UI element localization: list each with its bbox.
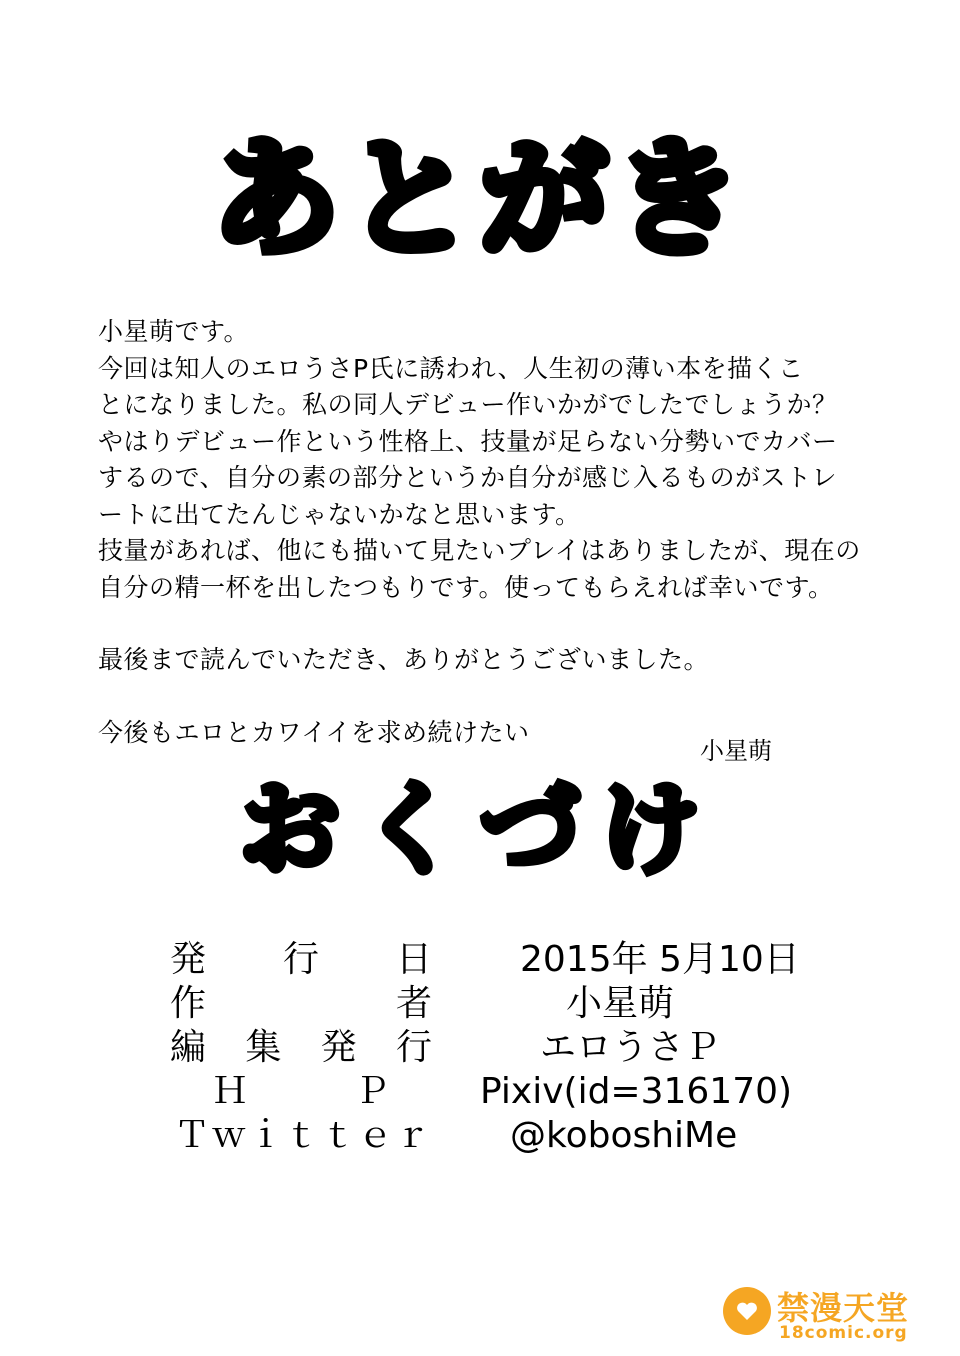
thanks-line: 最後まで読んでいただき、ありがとうございました。	[98, 645, 710, 674]
colophon-row-twitter	[170, 1114, 870, 1158]
closing-line: 今後もエロとカワイイを求め続けたい	[98, 717, 530, 747]
watermark-logo[interactable]	[705, 1275, 930, 1350]
afterword-line: 自分の精一杯を出したつもりです。使ってもらえれば幸いです。	[98, 572, 834, 602]
afterword-title: あとがき	[211, 125, 748, 274]
homepage-label: Ｈ Ｐ	[212, 1071, 390, 1112]
publisher-value: エロうさＰ	[540, 1027, 721, 1068]
afterword-body	[98, 314, 918, 751]
colophon-title: おくづけ	[240, 771, 720, 888]
publisher-label: 編 集 発 行	[170, 1027, 432, 1068]
issue-date-value: 2015年 5月10日	[520, 939, 800, 980]
twitter-value[interactable]: @koboshiMe	[510, 1115, 738, 1156]
author-label: 作 者	[170, 983, 432, 1024]
afterword-line: 今回は知人のエロうさP氏に誘われ、人生初の薄い本を描くこ	[98, 353, 804, 383]
afterword-line: とになりました。私の同人デビュー作いかがでしたでしょうか？	[98, 390, 838, 419]
colophon-row-homepage	[170, 1070, 870, 1114]
colophon-table	[170, 938, 870, 1158]
afterword-line: 技量があれば、他にも描いて見たいプレイはありましたが、現在の	[98, 536, 861, 565]
watermark-name: 禁漫天堂	[777, 1289, 910, 1327]
afterword-line: やはりデビュー作という性格上、技量が足らない分勢いでカバー	[98, 426, 838, 456]
homepage-value[interactable]: Pixiv(id=316170)	[480, 1071, 793, 1112]
twitter-label: Ｔ ｗ ｉ ｔ ｔ ｅ ｒ	[174, 1115, 430, 1156]
author-value: 小星萌	[566, 983, 675, 1024]
colophon-row-issue-date	[170, 938, 870, 982]
afterword-line: 小星萌です。	[98, 317, 250, 346]
watermark-url: 18comic.org	[779, 1323, 908, 1343]
colophon-row-author	[170, 982, 870, 1026]
afterword-line: ートに出てたんじゃないかなと思います。	[98, 499, 581, 529]
afterword-line: するので、自分の素の部分というか自分が感じ入るものがストレ	[98, 463, 838, 492]
issue-date-label: 発 行 日	[170, 939, 432, 980]
author-signature: 小星萌	[700, 737, 772, 765]
colophon-row-publisher	[170, 1026, 870, 1070]
heart-icon	[736, 1301, 758, 1321]
